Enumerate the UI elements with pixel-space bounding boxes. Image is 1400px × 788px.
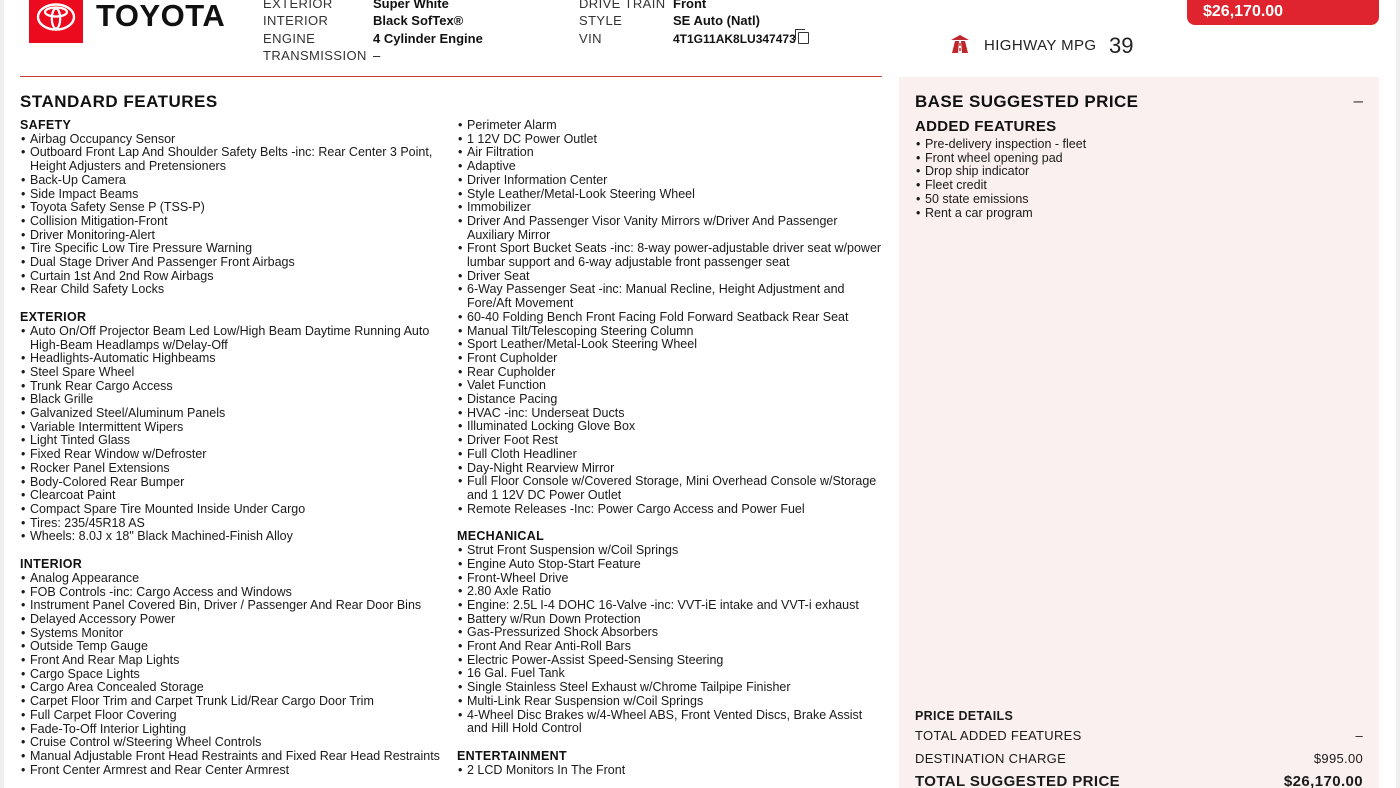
feature-item: • Fixed Rear Window w/Defroster [20, 448, 450, 462]
feature-item: • Tires: 235/45R18 AS [20, 517, 450, 531]
feature-item: • Carpet Floor Trim and Carpet Trunk Lid/Rear Cargo Door Trim [20, 695, 450, 709]
feature-group [457, 530, 882, 736]
feature-item: • Back-Up Camera [20, 174, 450, 188]
feature-item: • Full Cloth Headliner [457, 448, 882, 462]
feature-group-title: SAFETY [20, 118, 72, 132]
feature-item: • Single Stainless Steel Exhaust w/Chrome Tailpipe Finisher [457, 681, 882, 695]
feature-item: • Clearcoat Paint [20, 489, 450, 503]
feature-item: • Steel Spare Wheel [20, 366, 450, 380]
feature-item: • Auto On/Off Projector Beam Led Low/High Beam Daytime Running Auto High-Beam Headlamps w/Delay-Off [20, 325, 450, 352]
feature-item: • Analog Appearance [20, 572, 450, 586]
feature-item: • Style Leather/Metal-Look Steering Wheel [457, 188, 882, 202]
feature-item: • Perimeter Alarm [457, 119, 882, 133]
feature-group-title: ENTERTAINMENT [457, 748, 567, 763]
added-feature-item: • Fleet credit [915, 179, 1086, 193]
feature-item: • Wheels: 8.0J x 18" Black Machined-Finish Alloy [20, 530, 450, 544]
price-row-label: TOTAL ADDED FEATURES [915, 728, 1082, 743]
total-price-label: TOTAL SUGGESTED PRICE [915, 773, 1121, 788]
feature-list [457, 544, 882, 736]
feature-list [20, 133, 450, 297]
feature-group-title: MECHANICAL [457, 529, 545, 544]
feature-item: • Curtain 1st And 2nd Row Airbags [20, 270, 450, 284]
feature-item: • Day-Night Rearview Mirror [457, 462, 882, 476]
feature-list [457, 764, 882, 778]
added-feature-item: • Front wheel opening pad [915, 152, 1086, 166]
collapse-button[interactable]: – [1353, 91, 1363, 110]
feature-item: • Front Sport Bucket Seats -inc: 8-way power-adjustable driver seat w/power lumbar support and 6-way adjustable front passenger seat [457, 242, 882, 269]
feature-item: • Fade-To-Off Interior Lighting [20, 723, 450, 737]
feature-group-title: INTERIOR [20, 557, 83, 572]
feature-item: • Full Floor Console w/Covered Storage, Mini Overhead Console w/Storage and 1 12V DC Power Outlet [457, 475, 882, 502]
feature-item: • Cargo Area Concealed Storage [20, 681, 450, 695]
feature-item: • FOB Controls -inc: Cargo Access and Windows [20, 586, 450, 600]
feature-list [457, 119, 882, 516]
feature-item: • Manual Adjustable Front Head Restraints and Fixed Rear Head Restraints [20, 750, 450, 764]
left-edge [0, 0, 4, 788]
feature-item: • 1 12V DC Power Outlet [457, 133, 882, 147]
feature-item: • Light Tinted Glass [20, 434, 450, 448]
feature-item: • 2 LCD Monitors In The Front [457, 764, 882, 778]
feature-item: • Battery w/Run Down Protection [457, 613, 882, 627]
feature-item: • Strut Front Suspension w/Coil Springs [457, 544, 882, 558]
feature-item: • Front-Wheel Drive [457, 572, 882, 586]
feature-item: • Front Center Armrest and Rear Center Armrest [20, 764, 450, 778]
price-row-value: – [1355, 728, 1363, 743]
highway-mpg-label: HIGHWAY MPG [984, 37, 1097, 54]
added-feature-item: • Pre-delivery inspection - fleet [915, 138, 1086, 152]
feature-item: • Compact Spare Tire Mounted Inside Under Cargo [20, 503, 450, 517]
feature-item: • HVAC -inc: Underseat Ducts [457, 407, 882, 421]
feature-item: • Collision Mitigation-Front [20, 215, 450, 229]
price-button-label: $26,170.00 [1203, 3, 1284, 20]
feature-item: • 2.80 Axle Ratio [457, 585, 882, 599]
feature-item: • Sport Leather/Metal-Look Steering Wheel [457, 338, 882, 352]
feature-item: • Adaptive [457, 160, 882, 174]
feature-item: • Manual Tilt/Telescoping Steering Column [457, 325, 882, 339]
feature-item: • Front Cupholder [457, 352, 882, 366]
added-feature-item: • Rent a car program [915, 207, 1086, 221]
spec-value-style: SE Auto (Natl) [673, 13, 760, 28]
feature-item: • Instrument Panel Covered Bin, Driver / Passenger And Rear Door Bins [20, 599, 450, 613]
feature-item: • Systems Monitor [20, 627, 450, 641]
spec-label-style: STYLE [579, 13, 623, 28]
price-row-label: DESTINATION CHARGE [915, 751, 1067, 766]
spec-value-drivetrain: Front [673, 0, 707, 11]
feature-item: • Engine: 2.5L I-4 DOHC 16-Valve -inc: VVT-iE intake and VVT-i exhaust [457, 599, 882, 613]
feature-group [457, 750, 882, 777]
feature-item: • Valet Function [457, 379, 882, 393]
spec-label-vin: VIN [579, 31, 602, 46]
feature-group [457, 119, 882, 516]
feature-item: • Delayed Accessory Power [20, 613, 450, 627]
feature-item: • Driver Information Center [457, 174, 882, 188]
feature-item: • Gas-Pressurized Shock Absorbers [457, 626, 882, 640]
feature-group [20, 119, 450, 297]
spec-value-interior: Black SofTex® [373, 13, 464, 28]
base-price-title: BASE SUGGESTED PRICE [915, 92, 1139, 111]
feature-item: • 6-Way Passenger Seat -inc: Manual Recline, Height Adjustment and Fore/Aft Movement [457, 283, 882, 310]
spec-label-transmission: TRANSMISSION [263, 48, 367, 63]
price-row-value: $995.00 [1313, 751, 1363, 766]
feature-item: • Immobilizer [457, 201, 882, 215]
feature-item: • Headlights-Automatic Highbeams [20, 352, 450, 366]
toyota-logo [29, 0, 83, 43]
feature-group [20, 311, 450, 544]
feature-item: • Front And Rear Anti-Roll Bars [457, 640, 882, 654]
features-column-2 [457, 119, 882, 788]
price-panel [899, 77, 1379, 788]
toyota-emblem-icon [36, 3, 76, 31]
feature-item: • Toyota Safety Sense P (TSS-P) [20, 201, 450, 215]
price-row-total [915, 773, 1363, 788]
highway-icon [950, 34, 970, 54]
feature-item: • Body-Colored Rear Bumper [20, 476, 450, 490]
feature-item: • Dual Stage Driver And Passenger Front Airbags [20, 256, 450, 270]
added-features-list [915, 138, 1086, 220]
vin-text: 4T1G11AK8LU347473 [673, 32, 796, 46]
feature-item: • Outside Temp Gauge [20, 640, 450, 654]
brand-name: TOYOTA [96, 0, 226, 33]
feature-item: • Tire Specific Low Tire Pressure Warning [20, 242, 450, 256]
feature-item: • Side Impact Beams [20, 188, 450, 202]
feature-item: • Galvanized Steel/Aluminum Panels [20, 407, 450, 421]
added-feature-item: • Drop ship indicator [915, 165, 1086, 179]
feature-item: • Rear Child Safety Locks [20, 283, 450, 297]
features-column-1 [20, 119, 450, 788]
feature-item: • Driver And Passenger Visor Vanity Mirrors w/Driver And Passenger Auxiliary Mirror [457, 215, 882, 242]
added-features-title: ADDED FEATURES [915, 118, 1057, 135]
feature-item: • Airbag Occupancy Sensor [20, 133, 450, 147]
feature-list [20, 325, 450, 544]
feature-group [20, 558, 450, 777]
spec-value-engine: 4 Cylinder Engine [373, 31, 483, 46]
spec-value-exterior: Super White [373, 0, 449, 11]
feature-item: • Variable Intermittent Wipers [20, 421, 450, 435]
price-row-destination [915, 751, 1363, 766]
feature-item: • 60-40 Folding Bench Front Facing Fold Forward Seatback Rear Seat [457, 311, 882, 325]
feature-item: • Trunk Rear Cargo Access [20, 380, 450, 394]
feature-list [20, 572, 450, 778]
header-divider [20, 76, 882, 77]
feature-item: • Cargo Space Lights [20, 668, 450, 682]
feature-group-title: EXTERIOR [20, 310, 87, 325]
feature-item: • Illuminated Locking Glove Box [457, 420, 882, 434]
feature-item: • Black Grille [20, 393, 450, 407]
total-price-value: $26,170.00 [1283, 773, 1363, 788]
price-row-added [915, 728, 1363, 743]
feature-item: • 16 Gal. Fuel Tank [457, 667, 882, 681]
feature-item: • Driver Foot Rest [457, 434, 882, 448]
feature-item: • Electric Power-Assist Speed-Sensing Steering [457, 654, 882, 668]
spec-label-drivetrain: DRIVE TRAIN [579, 0, 666, 11]
feature-item: • Distance Pacing [457, 393, 882, 407]
feature-item: • Rear Cupholder [457, 366, 882, 380]
spec-label-engine: ENGINE [263, 31, 316, 46]
spec-value-transmission: – [373, 48, 381, 63]
feature-item: • Cruise Control w/Steering Wheel Controls [20, 736, 450, 750]
feature-item: • Driver Seat [457, 270, 882, 284]
feature-item: • Front And Rear Map Lights [20, 654, 450, 668]
feature-item: • Full Carpet Floor Covering [20, 709, 450, 723]
spec-label-interior: INTERIOR [263, 13, 329, 28]
price-button[interactable] [1187, 0, 1379, 25]
standard-features-title: STANDARD FEATURES [20, 92, 218, 111]
feature-item: • Remote Releases -Inc: Power Cargo Access and Power Fuel [457, 503, 882, 517]
right-edge [1396, 0, 1400, 788]
feature-item: • 4-Wheel Disc Brakes w/4-Wheel ABS, Front Vented Discs, Brake Assist and Hill Hold Control [457, 709, 882, 736]
spec-label-exterior: EXTERIOR [263, 0, 333, 11]
price-details-title: PRICE DETAILS [915, 709, 1014, 723]
feature-item: • Driver Monitoring-Alert [20, 229, 450, 243]
feature-item: • Rocker Panel Extensions [20, 462, 450, 476]
feature-item: • Engine Auto Stop-Start Feature [457, 558, 882, 572]
added-feature-item: • 50 state emissions [915, 193, 1086, 207]
feature-item: • Air Filtration [457, 146, 882, 160]
feature-item: • Outboard Front Lap And Shoulder Safety Belts -inc: Rear Center 3 Point, Height Adjusters and Pretensioners [20, 146, 450, 173]
copy-icon[interactable] [798, 32, 809, 44]
feature-item: • Multi-Link Rear Suspension w/Coil Springs [457, 695, 882, 709]
spec-value-vin [673, 30, 809, 48]
highway-mpg-value: 39 [1109, 33, 1134, 58]
